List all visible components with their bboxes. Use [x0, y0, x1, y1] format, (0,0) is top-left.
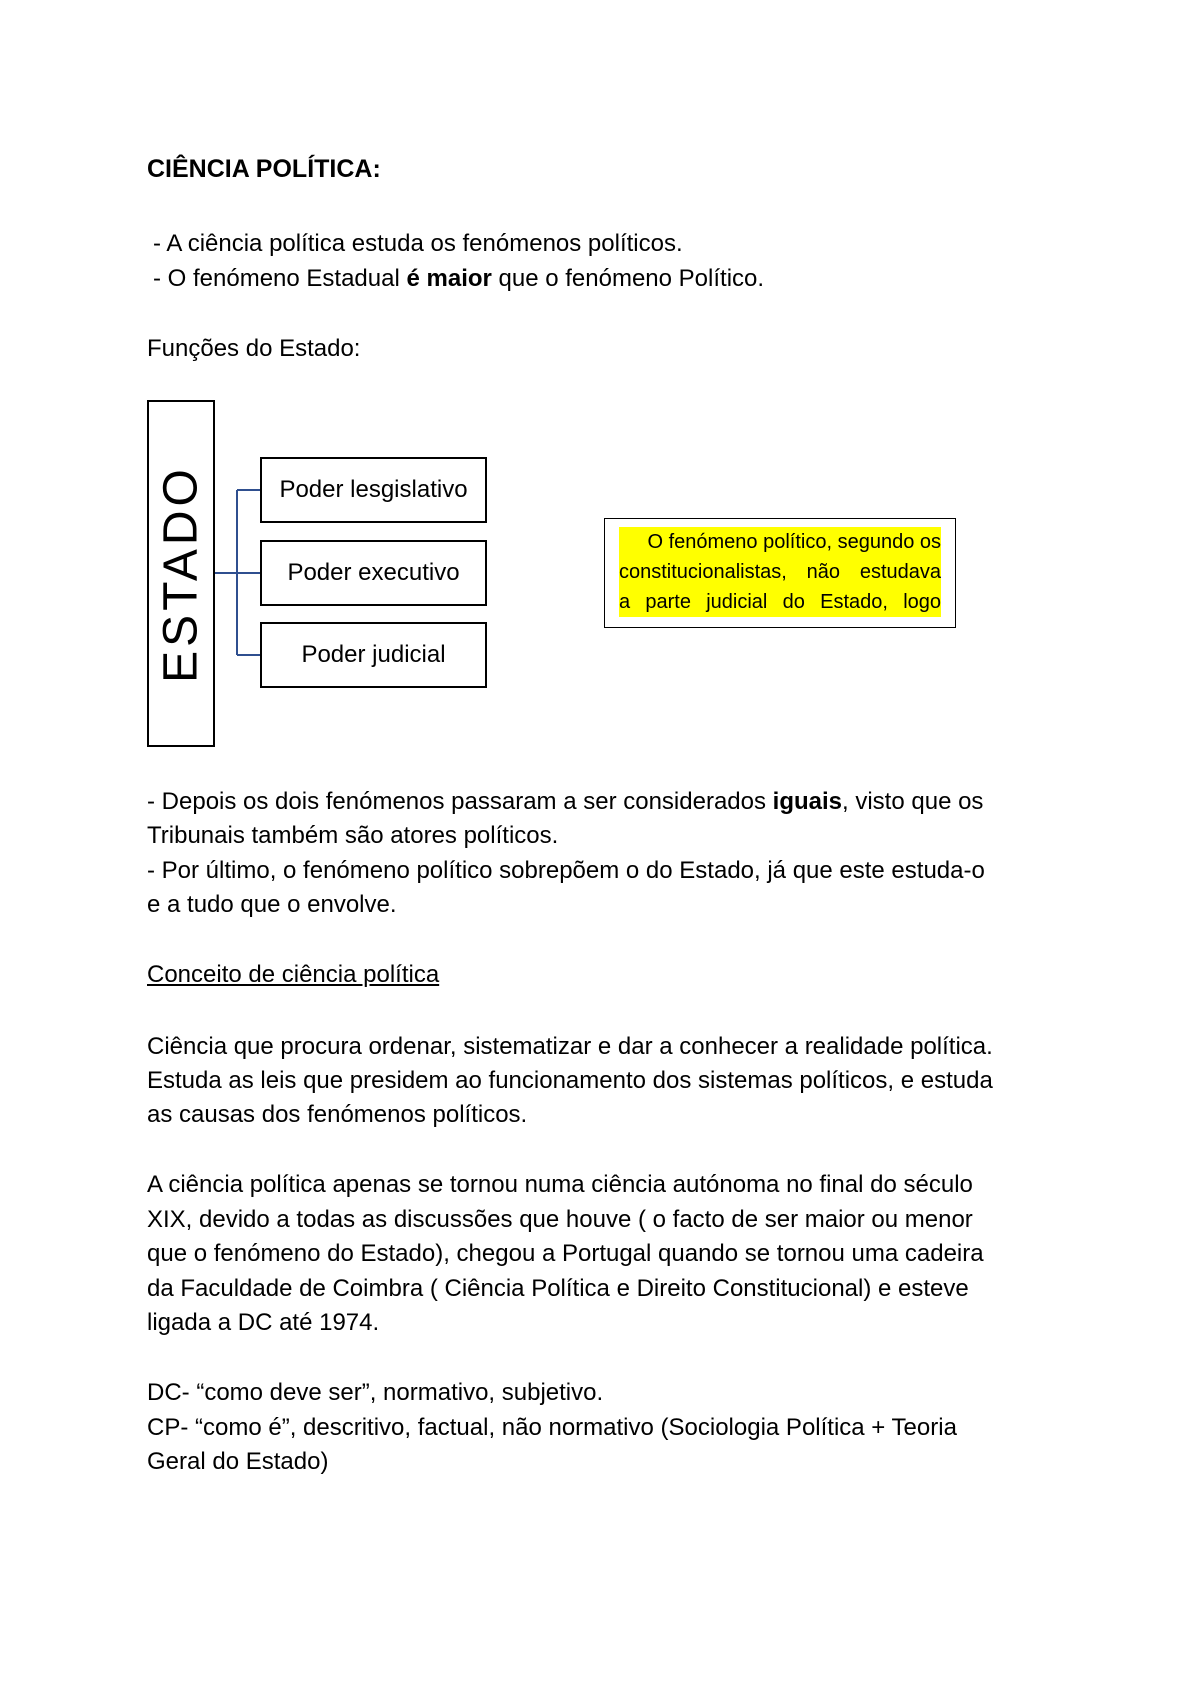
- poder-executivo-box: [260, 540, 487, 606]
- bullet-2-a: - O fenómeno Estadual: [153, 265, 407, 292]
- paragraph-3-line-1: A ciência política apenas se tornou numa ciência autónoma no final do século: [147, 1171, 973, 1198]
- paragraph-2-line-2: Estuda as leis que presidem ao funcionamento dos sistemas políticos, e estuda: [147, 1067, 993, 1094]
- paragraph-3-line-5: ligada a DC até 1974.: [147, 1309, 380, 1336]
- paragraph-4-line-3: Geral do Estado): [147, 1448, 329, 1475]
- paragraph-3-line-2: XIX, devido a todas as discussões que houve ( o facto de ser maior ou menor: [147, 1206, 973, 1233]
- p1-line1-c: , visto que os: [842, 788, 984, 815]
- estado-label: ESTADO: [154, 464, 208, 683]
- paragraph-1-line-1: [147, 785, 983, 819]
- poder-legislativo-label: Poder lesgislativo: [279, 476, 468, 503]
- paragraph-2-line-3: as causas dos fenómenos políticos.: [147, 1101, 528, 1128]
- paragraph-4-line-2: CP- “como é”, descritivo, factual, não normativo (Sociologia Política + Teoria: [147, 1414, 957, 1441]
- bullet-2-bold: é maior: [406, 265, 492, 292]
- note-line-2: constitucionalistas, não estudava: [619, 557, 941, 587]
- page-title: CIÊNCIA POLÍTICA:: [147, 155, 381, 183]
- note-line-3: a parte judicial do Estado, logo: [619, 587, 941, 617]
- funcoes-heading: Funções do Estado:: [147, 335, 361, 362]
- poder-legislativo-box: [260, 457, 487, 523]
- p1-line1-bold: iguais: [772, 788, 843, 815]
- poder-executivo-label: Poder executivo: [287, 559, 460, 586]
- paragraph-1-line-2: Tribunais também são atores políticos.: [147, 822, 559, 849]
- paragraph-3-line-3: que o fenómeno do Estado), chegou a Portugal quando se tornou uma cadeira: [147, 1240, 984, 1267]
- p1-line1-a: - Depois os dois fenómenos passaram a ser considerados: [147, 788, 773, 815]
- paragraph-2-line-1: Ciência que procura ordenar, sistematizar e dar a conhecer a realidade política.: [147, 1033, 993, 1060]
- paragraph-3-line-4: da Faculdade de Coimbra ( Ciência Política e Direito Constitucional) e esteve: [147, 1275, 969, 1302]
- bullet-1: - A ciência política estuda os fenómenos políticos.: [153, 230, 683, 257]
- paragraph-1-line-4: e a tudo que o envolve.: [147, 891, 397, 918]
- paragraph-1-line-3: - Por último, o fenómeno político sobrepõem o do Estado, já que este estuda-o: [147, 857, 985, 884]
- conceito-heading: Conceito de ciência política: [147, 961, 440, 988]
- bullet-2-c: que o fenómeno Político.: [491, 265, 765, 292]
- note-line-1: O fenómeno político, segundo os: [619, 527, 941, 557]
- paragraph-4-line-1: DC- “como deve ser”, normativo, subjetivo.: [147, 1379, 604, 1406]
- poder-judicial-label: Poder judicial: [301, 641, 446, 668]
- poder-judicial-box: [260, 622, 487, 688]
- highlighted-note: [604, 518, 956, 628]
